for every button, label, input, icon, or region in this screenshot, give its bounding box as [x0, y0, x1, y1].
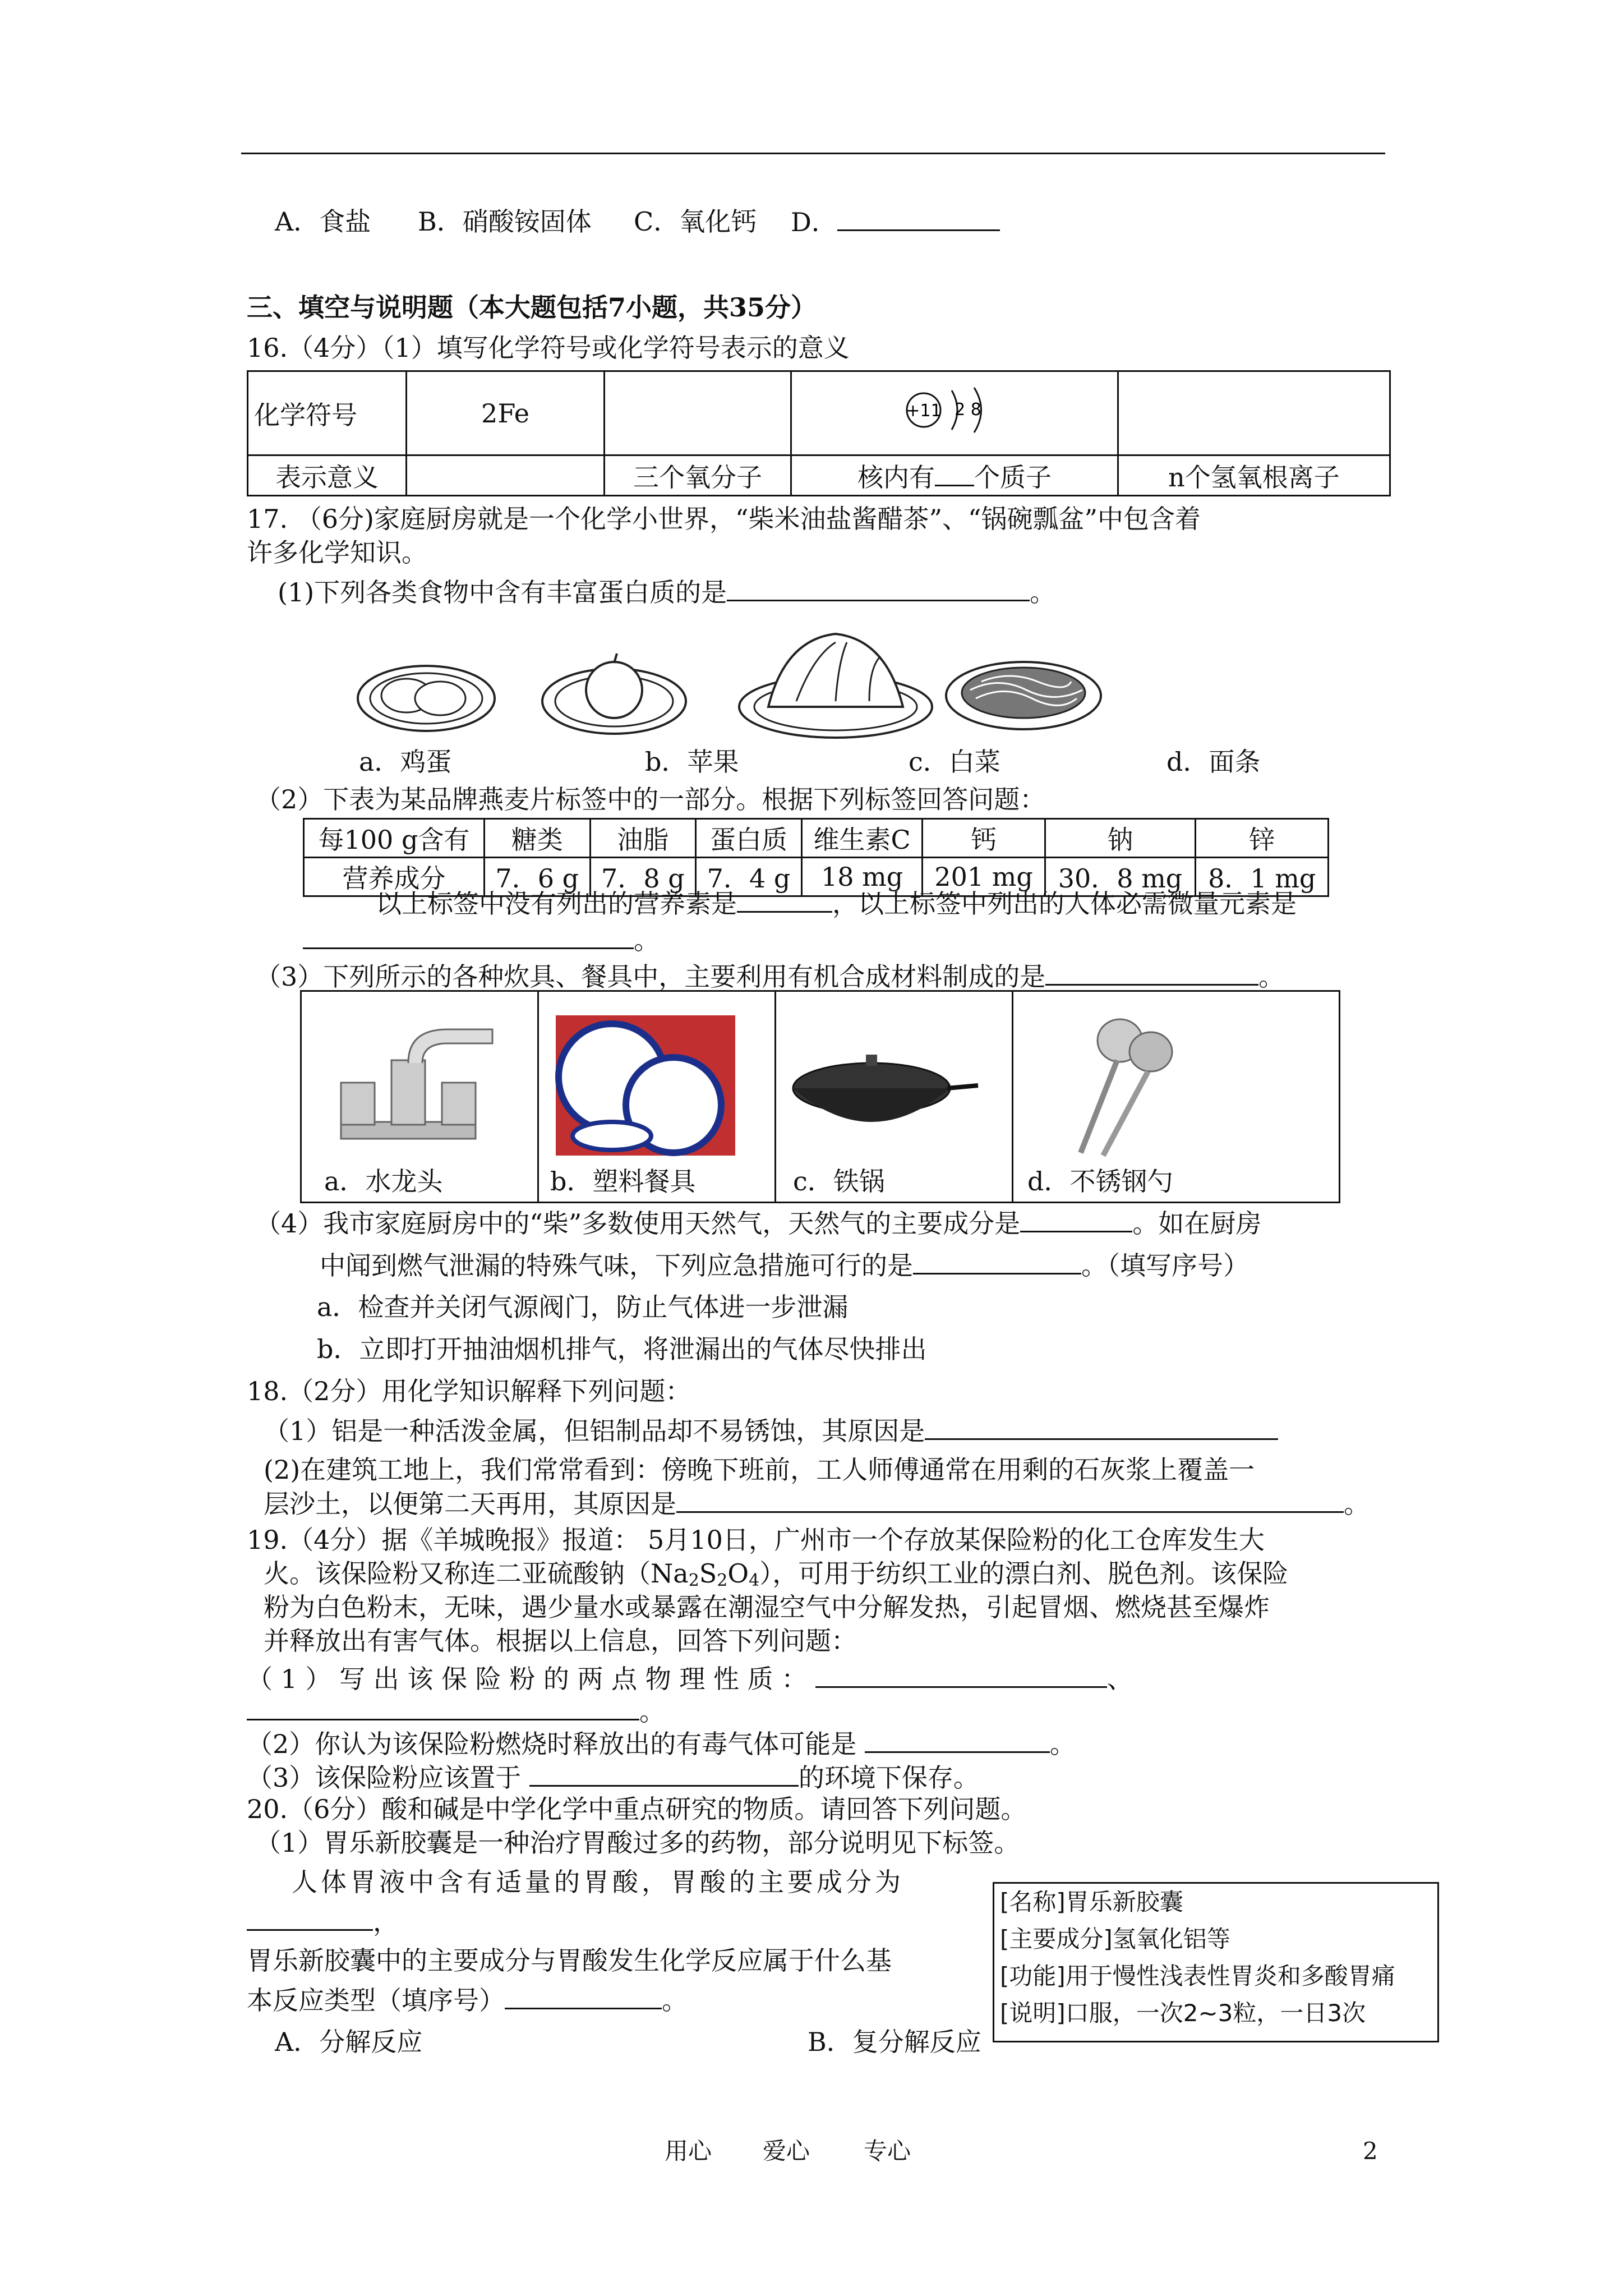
item-faucet — [301, 991, 538, 1203]
q18-part2-line1: (2)在建筑工地上，我们常常看到：傍晚下班前，工人师傅通常在用剩的石灰浆上覆盖一 — [264, 1455, 1255, 1485]
page-number: 2 — [1363, 2137, 1378, 2165]
item-label-ladle: d．不锈钢勺 — [1027, 1166, 1173, 1197]
answer-blank[interactable] — [837, 205, 1000, 231]
label-function: [功能]用于慢性浅表性胃炎和多酸胃痛 — [1000, 1962, 1395, 1990]
q19-line2: 火。该保险粉又称连二亚硫酸钠$(Na_2S_2O_4)$，可用于纺织工业的漂白剂、脱色剂。该保险 — [264, 1558, 1289, 1590]
answer-blank[interactable] — [505, 1983, 662, 2009]
q17-stem-1: 17. （6分)家庭厨房就是一个化学小世界，“柴米油盐酱醋茶”、“锅碗瓢盆”中包含着 — [247, 504, 1201, 534]
q20-part1: （1）胃乐新胶囊是一种治疗胃酸过多的药物，部分说明见下标签。 — [255, 1828, 1020, 1858]
item-label-faucet: a．水龙头 — [324, 1166, 443, 1197]
answer-blank[interactable] — [815, 1662, 1107, 1688]
q17-part4-line1: （4）我市家庭厨房中的“柴”多数使用天然气，天然气的主要成分是 。如在厨房 — [255, 1206, 1261, 1240]
cabbage-plate-image — [735, 623, 937, 740]
cell-2fe: 2Fe — [407, 371, 605, 455]
header-rule — [241, 153, 1385, 154]
nutr-value-protein: 7．4 g — [696, 858, 802, 896]
plastic-tableware-image — [545, 1010, 746, 1161]
q20-option-b: B．复分解反应 — [808, 2027, 981, 2057]
q19-line4: 并释放出有害气体。根据以上信息，回答下列问题： — [264, 1626, 857, 1656]
nutr-value-zinc: 8．1 mg — [1196, 858, 1329, 896]
q16-stem: 16.（4分）（1）填写化学符号或化学符号表示的意义 — [247, 333, 850, 363]
row1-label: 化学符号 — [248, 371, 407, 455]
nutr-name-sugar: 糖类 — [484, 819, 590, 858]
footer-motto-2: 爱心 — [763, 2137, 810, 2165]
answer-blank[interactable] — [935, 460, 974, 486]
nutr-value-fat: 7．8 g — [590, 858, 696, 896]
iron-wok-image — [782, 1010, 984, 1161]
q17-part1: (1)下列各类食物中含有丰富蛋白质的是 。 — [278, 575, 1055, 609]
nutrition-table — [303, 818, 1329, 897]
answer-blank[interactable] — [913, 1248, 1081, 1274]
nutr-name-sodium: 钠 — [1045, 819, 1196, 858]
q19-part1: （ 1 ） 写 出 该 保 险 粉 的 两 点 物 理 性 质 ： 、 — [247, 1662, 1133, 1696]
cell-hydroxide-symbol[interactable] — [1118, 371, 1390, 455]
nutr-value-vitc: 18 mg — [801, 858, 923, 896]
item-plastic-tableware — [538, 991, 776, 1203]
nutr-value-calcium: 201 mg — [923, 858, 1045, 896]
q19-line1: 19.（4分）据《羊城晚报》报道： 5月10日，广州市一个存放某保险粉的化工仓库发生大 — [247, 1525, 1265, 1555]
cell-hydroxide-meaning: n个氢氧根离子 — [1118, 455, 1390, 496]
cell-o2-symbol[interactable] — [605, 371, 791, 455]
q17-part4-line2: 中闻到燃气泄漏的特殊气味，下列应急措施可行的是 。（填写序号） — [320, 1248, 1249, 1282]
answer-blank[interactable] — [1045, 959, 1258, 986]
q18-stem: 18.（2分）用化学知识解释下列问题： — [247, 1376, 691, 1406]
q18-part2-line2: 层沙土，以便第二天再用，其原因是 。 — [264, 1487, 1370, 1521]
q15-option-a: A．食盐 — [275, 206, 371, 237]
answer-blank[interactable] — [676, 1487, 1344, 1513]
q17-stem-2: 许多化学知识。 — [247, 537, 427, 568]
item-label-plastic: b．塑料餐具 — [550, 1166, 696, 1197]
faucet-image — [307, 1010, 509, 1161]
medicine-label-box — [993, 1882, 1439, 2042]
answer-blank[interactable] — [303, 923, 634, 949]
apple-plate-image — [538, 645, 690, 738]
row2-label: 表示意义 — [248, 455, 407, 496]
nutr-name-zinc: 锌 — [1196, 819, 1329, 858]
nutr-value-sodium: 30．8 mg — [1045, 858, 1196, 896]
food-label-d: d．面条 — [1166, 747, 1261, 777]
nutr-value-sugar: 7．6 g — [484, 858, 590, 896]
nutr-name-protein: 蛋白质 — [696, 819, 802, 858]
nutr-name-vitc: 维生素C — [801, 819, 923, 858]
answer-blank[interactable] — [865, 1727, 1050, 1753]
nutr-name-calcium: 钙 — [923, 819, 1045, 858]
egg-plate-image — [353, 651, 499, 738]
label-name: [名称]胃乐新胶囊 — [1000, 1888, 1183, 1916]
food-label-a: a．鸡蛋 — [359, 747, 452, 777]
food-label-b: b．苹果 — [645, 747, 739, 777]
q17-part4-option-b: b．立即打开抽油烟机排气，将泄漏出的气体尽快排出 — [317, 1334, 927, 1364]
footer-motto-1: 用心 — [665, 2137, 712, 2165]
footer-motto-3: 专心 — [864, 2137, 911, 2165]
item-steel-ladle — [1013, 991, 1340, 1203]
q20-line2: 胃乐新胶囊中的主要成分与胃酸发生化学反应属于什么基 — [247, 1945, 892, 1976]
q20-line1: 人体胃液中含有适量的胃酸，胃酸的主要成分为 — [292, 1867, 904, 1897]
q19-line3: 粉为白色粉末，无味，遇少量水或暴露在潮湿空气中分解发热，引起冒烟、燃烧甚至爆炸 — [264, 1592, 1270, 1622]
cell-o2-meaning: 三个氧分子 — [605, 455, 791, 496]
q15-option-b: B．硝酸铵固体 — [418, 206, 592, 237]
cell-proton-meaning: 核内有 个质子 — [791, 455, 1118, 496]
kitchenware-table — [300, 990, 1340, 1203]
q18-part1: （1）铝是一种活泼金属，但铝制品却不易锈蚀，其原因是 — [264, 1414, 1278, 1448]
answer-blank[interactable] — [247, 1904, 373, 1931]
atom-nucleus-label: +11 — [906, 401, 942, 421]
item-label-wok: c．铁锅 — [793, 1166, 885, 1197]
q15-option-d: D． — [791, 205, 1000, 239]
answer-blank[interactable] — [529, 1760, 799, 1787]
steel-ladle-image — [1019, 1010, 1221, 1161]
nutrition-header-1: 每100 g含有 — [304, 819, 485, 858]
cell-atom-diagram — [791, 371, 1118, 455]
sodium-atom-diagram — [898, 379, 1011, 441]
q19-part1-cont: 。 — [247, 1694, 665, 1728]
label-ingredient: [主要成分]氢氧化铝等 — [1000, 1925, 1230, 1953]
nutrition-header-2: 营养成分 — [304, 858, 485, 896]
q17-part3: （3）下列所示的各种炊具、餐具中，主要利用有机合成材料制成的是 。 — [255, 959, 1284, 993]
nutr-name-fat: 油脂 — [590, 819, 696, 858]
atom-shell-label: 2 8 — [955, 400, 981, 420]
q17-part2-answer-2: 。 — [303, 923, 660, 957]
answer-blank[interactable] — [925, 1414, 1278, 1440]
q17-part2-answer: 以上标签中没有列出的营养素是 ，以上标签中列出的人体必需微量元素是 — [376, 886, 1297, 921]
q19-part3: （3）该保险粉应该置于 的环境下保存。 — [247, 1760, 979, 1795]
q16-table — [247, 370, 1391, 496]
q20-option-a: A．分解反应 — [275, 2027, 423, 2057]
q20-stem: 20.（6分）酸和碱是中学化学中重点研究的物质。请回答下列问题。 — [247, 1794, 1027, 1824]
cell-2fe-meaning[interactable] — [407, 455, 605, 496]
q19-part2: （2）你认为该保险粉燃烧时释放出的有毒气体可能是 。 — [247, 1727, 1076, 1761]
q17-part4-option-a: a．检查并关闭气源阀门，防止气体进一步泄漏 — [317, 1292, 849, 1322]
answer-blank[interactable] — [737, 886, 832, 913]
answer-blank[interactable] — [247, 1694, 639, 1720]
q17-part2: （2）下表为某品牌燕麦片标签中的一部分。根据下列标签回答问题： — [255, 784, 1046, 815]
food-label-c: c．白菜 — [909, 747, 1000, 777]
answer-blank[interactable] — [727, 575, 1030, 601]
q20-line1-blank: ， — [247, 1904, 399, 1939]
label-usage: [说明]口服，一次2~3粒，一日3次 — [1000, 1999, 1366, 2027]
item-iron-wok — [776, 991, 1013, 1203]
q20-line3: 本反应类型（填序号） 。 — [247, 1983, 688, 2017]
answer-blank[interactable] — [1020, 1206, 1132, 1232]
noodles-plate-image — [942, 645, 1105, 738]
q15-option-c: C．氧化钙 — [634, 206, 757, 237]
section3-title: 三、填空与说明题（本大题包括7小题，共35分） — [247, 292, 817, 323]
